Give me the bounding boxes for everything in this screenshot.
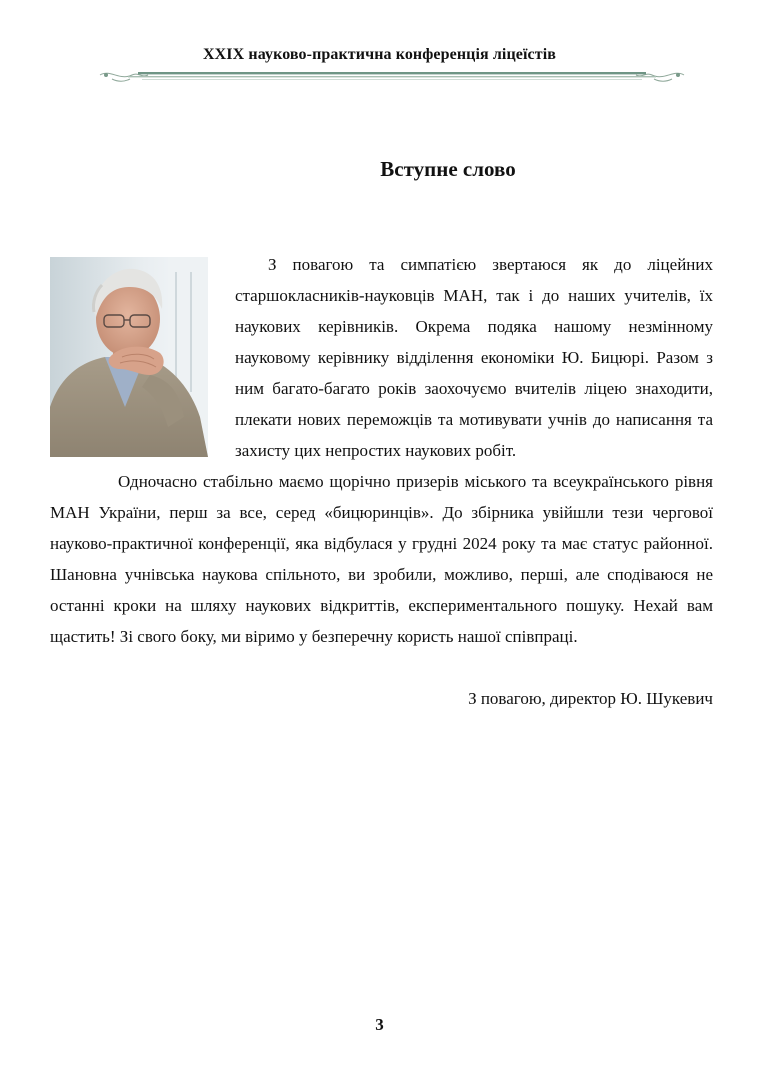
intro-paragraph: З повагою та симпатією звертаюся як до ліцейних старшокласників-науковців МАН, так і до наших учителів, їх наукових керівників. Окрема подяка нашому незмінному науковому керівнику відділення економіки Ю. Бицюрі. Разом з ним багато-багато років заохочуємо вчителів ліцею знаходити, плекати нових переможців та мотивувати учнів до написання та захисту цих непростих наукових робіт. [235,255,713,460]
page-number: 3 [375,1015,384,1034]
header-ornament [98,67,686,85]
section-title: Вступне слово [380,157,516,181]
signature: З повагою, директор Ю. Шукевич [468,689,713,708]
header-title: XXIX науково-практична конференція ліцеїстів [203,46,556,63]
second-paragraph: Одночасно стабільно маємо щорічно призерів міського та всеукраїнського рівня МАН України, перш за все, серед «бицюринців». До збірника увійшли тези чергової науково-практичної конференції, яка відбулася у грудні 2024 року та має статус районної. Шановна учнівська наукова спільното, ви зробили, можливо, перші, але сподіваюся не останні кроки на шляху наукових відкриттів, експериментального пошуку. Нехай вам щастить! Зі свого боку, ми віримо у безперечну користь нашої співпраці. [50,472,713,646]
author-photo [50,257,208,457]
intro-paragraph-block [235,249,713,466]
main-paragraph-block [50,466,713,652]
